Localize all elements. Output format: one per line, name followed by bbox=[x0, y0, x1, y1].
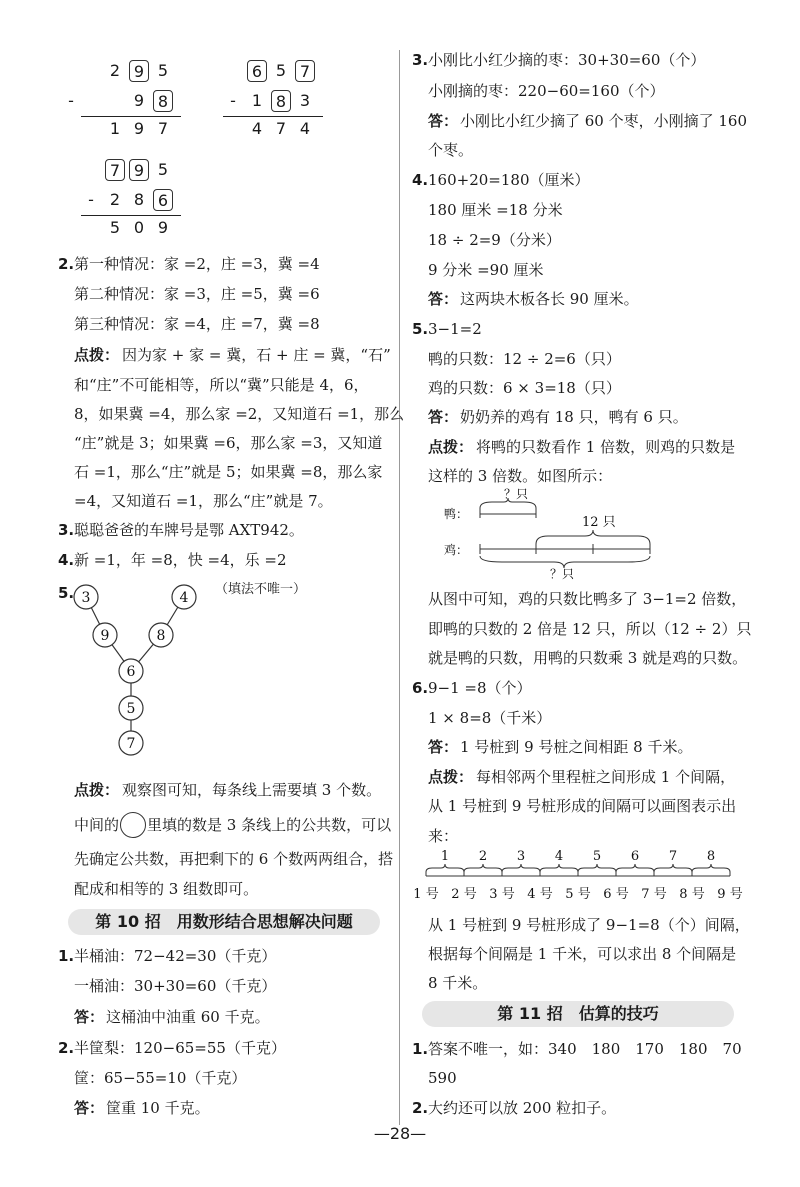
gap-number: 2 bbox=[478, 849, 488, 864]
node-value: 9 bbox=[100, 628, 110, 644]
chicken-segment bbox=[480, 544, 650, 554]
text-line: 聪聪爸爸的车牌号是鄂 AXT942。 bbox=[74, 521, 304, 539]
post-label: 2 号 bbox=[451, 887, 477, 902]
section-banner-10: 第 10 招 用数形结合思想解决问题 bbox=[68, 909, 380, 935]
column-divider bbox=[399, 50, 400, 1125]
text-line: 因为家 + 家 = 冀，石 + 庄 = 冀，“石” bbox=[122, 346, 391, 364]
node-value: 6 bbox=[126, 664, 136, 680]
text-line: 里填的数是 3 条线上的公共数，可以 bbox=[147, 816, 392, 834]
digit: 9 bbox=[133, 91, 145, 110]
tip-label: 点拨： bbox=[74, 346, 120, 364]
text-line: 个枣。 bbox=[428, 141, 474, 159]
text-line: 大约还可以放 200 粒扣子。 bbox=[428, 1099, 617, 1117]
digit: 5 bbox=[157, 160, 169, 179]
text-line: 第一种情况：家 =2，庄 =3，冀 =4 bbox=[74, 255, 320, 273]
text-line: 18 ÷ 2=9（分米） bbox=[428, 231, 561, 249]
sum-line bbox=[223, 116, 323, 117]
text-line: 1 号桩到 9 号桩之间相距 8 千米。 bbox=[460, 738, 693, 756]
label-question-bottom: ？只 bbox=[550, 567, 575, 581]
digit-box: 8 bbox=[153, 90, 173, 112]
node-value: 5 bbox=[126, 701, 136, 717]
digit-box: 7 bbox=[295, 60, 315, 82]
gap-brace bbox=[540, 864, 578, 876]
gap-number: 7 bbox=[668, 849, 678, 864]
question-number: 3. bbox=[412, 51, 429, 69]
gap-number: 1 bbox=[440, 849, 450, 864]
digit: 7 bbox=[157, 119, 169, 138]
digit: 1 bbox=[109, 119, 121, 138]
text-line: 第三种情况：家 =4，庄 =7，冀 =8 bbox=[74, 315, 320, 333]
post-label: 4 号 bbox=[527, 887, 553, 902]
digit: 7 bbox=[275, 119, 287, 138]
digit: 8 bbox=[133, 190, 145, 209]
text-line: 9 分米 =90 厘米 bbox=[428, 261, 544, 279]
gap-number: 3 bbox=[516, 849, 526, 864]
text-line: 一桶油：30+30=60（千克） bbox=[74, 977, 277, 995]
text-line: 590 bbox=[428, 1069, 457, 1087]
question-number: 6. bbox=[412, 679, 429, 697]
digit-box: 8 bbox=[271, 90, 291, 112]
post-label: 3 号 bbox=[489, 887, 515, 902]
text-line: 奶奶养的鸡有 18 只，鸭有 6 只。 bbox=[460, 408, 688, 426]
label-duck: 鸭： bbox=[444, 507, 469, 521]
text-line: 半筐梨：120−65=55（千克） bbox=[74, 1039, 286, 1057]
minus-sign: - bbox=[230, 91, 236, 110]
node-value: 4 bbox=[179, 590, 189, 606]
text-line: 先确定公共数，再把剩下的 6 个数两两组合，搭 bbox=[74, 850, 394, 868]
text-line: 从 1 号桩到 9 号桩形成了 9−1=8（个）间隔， bbox=[428, 916, 750, 934]
text-line: 3−1=2 bbox=[428, 320, 482, 338]
question-number: 4. bbox=[58, 551, 75, 569]
text-line: 8 千米。 bbox=[428, 974, 488, 992]
node-value: 8 bbox=[156, 628, 166, 644]
gap-number: 8 bbox=[706, 849, 716, 864]
digit: 1 bbox=[251, 91, 263, 110]
gap-brace bbox=[616, 864, 654, 876]
question-number: 1. bbox=[58, 947, 75, 965]
digit-box: 6 bbox=[153, 189, 173, 211]
digit: 5 bbox=[157, 61, 169, 80]
question-number: 3. bbox=[58, 521, 75, 539]
digit: 0 bbox=[133, 218, 145, 237]
text-line: 鸡的只数：6 × 3=18（只） bbox=[428, 379, 621, 397]
text-line: 180 厘米 =18 分米 bbox=[428, 201, 563, 219]
question-number: 2. bbox=[412, 1099, 429, 1117]
tip-label: 点拨： bbox=[428, 768, 474, 786]
question-number: 1. bbox=[412, 1040, 429, 1058]
digit: 2 bbox=[109, 61, 121, 80]
page-number: —28— bbox=[373, 1124, 427, 1143]
digit-box: 9 bbox=[129, 60, 149, 82]
blank-circle-icon bbox=[120, 812, 146, 838]
tip-label: 点拨： bbox=[74, 781, 120, 799]
text-line: 将鸭的只数看作 1 倍数，则鸡的只数是 bbox=[476, 438, 736, 456]
question-number: 2. bbox=[58, 1039, 75, 1057]
text-line: 第二种情况：家 =3，庄 =5，冀 =6 bbox=[74, 285, 320, 303]
answer-label: 答： bbox=[74, 1099, 105, 1117]
brace-12 bbox=[536, 530, 650, 544]
text-line: 就是鸭的只数，用鸭的只数乘 3 就是鸡的只数。 bbox=[428, 649, 748, 667]
minus-sign: - bbox=[88, 190, 94, 209]
text-line: 从 1 号桩到 9 号桩形成的间隔可以画图表示出 bbox=[428, 797, 737, 815]
text-line: 筐：65−55=10（千克） bbox=[74, 1069, 247, 1087]
tip-label: 点拨： bbox=[428, 438, 474, 456]
label-12: 12 只 bbox=[582, 515, 616, 530]
text-line: 9−1 =8（个） bbox=[428, 679, 532, 697]
answer-label: 答： bbox=[428, 290, 459, 308]
gap-brace bbox=[692, 864, 730, 876]
answer-label: 答： bbox=[74, 1008, 105, 1026]
gap-brace bbox=[426, 864, 464, 876]
gap-number: 6 bbox=[630, 849, 640, 864]
text-line: 半桶油：72−42=30（千克） bbox=[74, 947, 277, 965]
label-question-top: ？只 bbox=[504, 487, 529, 501]
minus-sign: - bbox=[68, 91, 74, 110]
gap-brace bbox=[502, 864, 540, 876]
digit: 9 bbox=[133, 119, 145, 138]
text-line: 这两块木板各长 90 厘米。 bbox=[460, 290, 639, 308]
text-line: 鸭的只数：12 ÷ 2=6（只） bbox=[428, 350, 621, 368]
text-line: =4，又知道石 =1，那么“庄”就是 7。 bbox=[74, 492, 333, 510]
digit: 2 bbox=[109, 190, 121, 209]
digit-box: 6 bbox=[247, 60, 267, 82]
digit: 9 bbox=[157, 218, 169, 237]
post-label: 1 号 bbox=[413, 887, 439, 902]
text-line: 石 =1，那么“庄”就是 5；如果冀 =8，那么家 bbox=[74, 463, 383, 481]
digit: 4 bbox=[299, 119, 311, 138]
gap-brace bbox=[578, 864, 616, 876]
text-line: “庄”就是 3；如果冀 =6，那么家 =3，又知道 bbox=[74, 434, 383, 452]
digit: 3 bbox=[299, 91, 311, 110]
gap-number: 4 bbox=[554, 849, 564, 864]
post-label: 7 号 bbox=[641, 887, 667, 902]
text-line: 答案不唯一，如：340 180 170 180 70 bbox=[428, 1040, 742, 1058]
text-line: 观察图可知，每条线上需要填 3 个数。 bbox=[122, 781, 382, 799]
text-line: 来： bbox=[428, 827, 459, 845]
y-diagram bbox=[65, 583, 215, 763]
note: （填法不唯一） bbox=[215, 582, 307, 597]
text-line: 这桶油中油重 60 千克。 bbox=[106, 1008, 270, 1026]
node-value: 3 bbox=[81, 590, 91, 606]
section-banner-11: 第 11 招 估算的技巧 bbox=[422, 1001, 734, 1027]
answer-label: 答： bbox=[428, 408, 459, 426]
text-line: 从图中可知，鸡的只数比鸭多了 3−1=2 倍数， bbox=[428, 590, 747, 608]
text-line: 小刚比小红少摘了 60 个枣，小刚摘了 160 bbox=[460, 112, 748, 130]
post-label: 9 号 bbox=[717, 887, 743, 902]
question-number: 5. bbox=[58, 584, 75, 602]
text-line: 和“庄”不可能相等，所以“冀”只能是 4，6， bbox=[74, 376, 369, 394]
digit: 5 bbox=[275, 61, 287, 80]
sum-line bbox=[81, 215, 181, 216]
milestone-diagram bbox=[412, 846, 752, 906]
gap-brace bbox=[464, 864, 502, 876]
duck-segment bbox=[480, 508, 536, 518]
text-line: 这样的 3 倍数。如图所示： bbox=[428, 467, 613, 485]
gap-number: 5 bbox=[592, 849, 602, 864]
text-line: 配成和相等的 3 组数即可。 bbox=[74, 880, 259, 898]
gap-brace bbox=[654, 864, 692, 876]
digit: 4 bbox=[251, 119, 263, 138]
answer-label: 答： bbox=[428, 738, 459, 756]
post-label: 8 号 bbox=[679, 887, 705, 902]
question-number: 2. bbox=[58, 255, 75, 273]
text-line: 每相邻两个里程桩之间形成 1 个间隔， bbox=[476, 768, 736, 786]
post-label: 5 号 bbox=[565, 887, 591, 902]
label-chicken: 鸡： bbox=[444, 543, 469, 557]
digit-box: 9 bbox=[129, 159, 149, 181]
digit-box: 7 bbox=[105, 159, 125, 181]
text-line: 筐重 10 千克。 bbox=[106, 1099, 210, 1117]
text-line: 8，如果冀 =4，那么家 =2，又知道石 =1，那么 bbox=[74, 405, 405, 423]
text-line: 1 × 8=8（千米） bbox=[428, 709, 552, 727]
digit: 5 bbox=[109, 218, 121, 237]
question-number: 5. bbox=[412, 320, 429, 338]
node-value: 7 bbox=[126, 736, 136, 752]
post-label: 6 号 bbox=[603, 887, 629, 902]
text-line: 即鸭的只数的 2 倍是 12 只，所以（12 ÷ 2）只 bbox=[428, 620, 752, 638]
answer-label: 答： bbox=[428, 112, 459, 130]
sum-line bbox=[81, 116, 181, 117]
text-line: 中间的 bbox=[74, 816, 120, 834]
milestone-braces bbox=[426, 864, 730, 876]
text-line: 根据每个间隔是 1 千米，可以求出 8 个间隔是 bbox=[428, 945, 737, 963]
text-line: 160+20=180（厘米） bbox=[428, 171, 590, 189]
text-line: 新 =1，年 =8，快 =4，乐 =2 bbox=[74, 551, 287, 569]
text-line: 小刚摘的枣：220−60=160（个） bbox=[428, 82, 665, 100]
text-line: 小刚比小红少摘的枣：30+30=60（个） bbox=[428, 51, 706, 69]
question-number: 4. bbox=[412, 171, 429, 189]
segment-diagram bbox=[442, 486, 702, 582]
